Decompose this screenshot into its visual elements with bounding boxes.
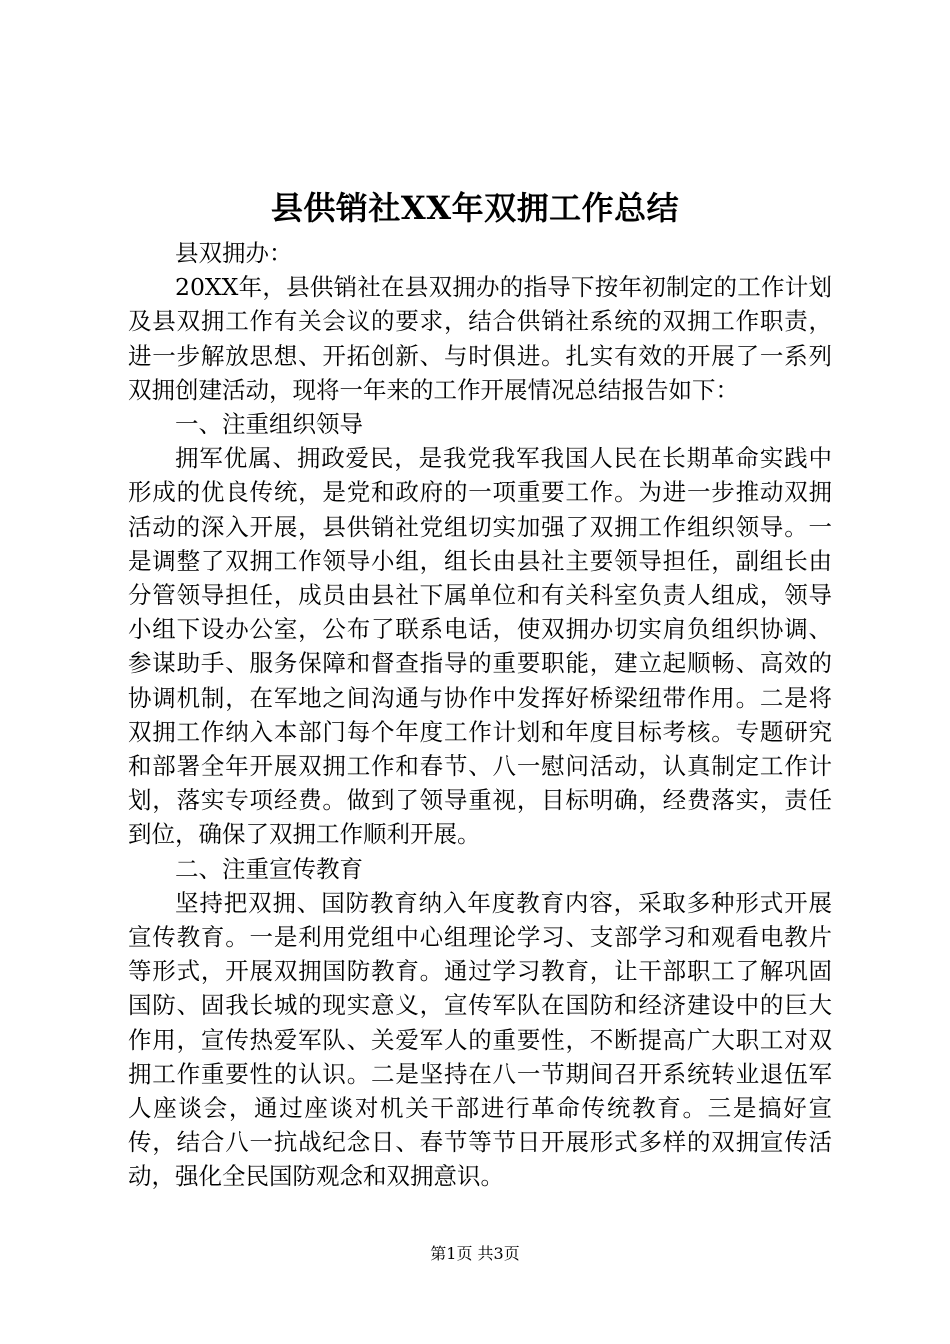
document-title: 县供销社XX年双拥工作总结 [270, 189, 680, 227]
page-number-footer: 第1页 共3页 [430, 1244, 520, 1263]
section-heading-2: 二、注重宣传教育 [175, 854, 363, 883]
section-heading-1: 一、注重组织领导 [175, 410, 363, 439]
salutation: 县双拥办： [175, 239, 293, 267]
intro-paragraph: 20XX年，县供销社在县双拥办的指导下按年初制定的工作计划及县双拥工作有关会议的要求，结合供销社系统的双拥工作职责，进一步解放思想、开拓创新、与时俱进。扎实有效的开展了一系列双拥创建活动，现将一年来的工作开展情况总结报告如下： [128, 273, 832, 404]
section-paragraph-2: 坚持把双拥、国防教育纳入年度教育内容，采取多种形式开展宣传教育。一是利用党组中心组理论学习、支部学习和观看电教片等形式，开展双拥国防教育。通过学习教育，让干部职工了解巩固国防、固我长城的现实意义，宣传军队在国防和经济建设中的巨大作用，宣传热爱军队、关爱军人的重要性，不断提高广大职工对双拥工作重要性的认识。二是坚持在八一节期间召开系统转业退伍军人座谈会，通过座谈对机关干部进行革命传统教育。三是搞好宣传，结合八一抗战纪念日、春节等节日开展形式多样的双拥宣传活动，强化全民国防观念和双拥意识。 [128, 888, 832, 1191]
section-paragraph-1: 拥军优属、拥政爱民，是我党我军我国人民在长期革命实践中形成的优良传统，是党和政府的一项重要工作。为进一步推动双拥活动的深入开展，县供销社党组切实加强了双拥工作组织领导。一是调整了双拥工作领导小组，组长由县社主要领导担任，副组长由分管领导担任，成员由县社下属单位和有关科室负责人组成，领导小组下设办公室，公布了联系电话，使双拥办切实肩负组织协调、参谋助手、服务保障和督查指导的重要职能，建立起顺畅、高效的协调机制，在军地之间沟通与协作中发挥好桥梁纽带作用。二是将双拥工作纳入本部门每个年度工作计划和年度目标考核。专题研究和部署全年开展双拥工作和春节、八一慰问活动，认真制定工作计划，落实专项经费。做到了领导重视，目标明确，经费落实，责任到位，确保了双拥工作顺利开展。 [128, 444, 832, 849]
document-body [128, 236, 832, 1194]
